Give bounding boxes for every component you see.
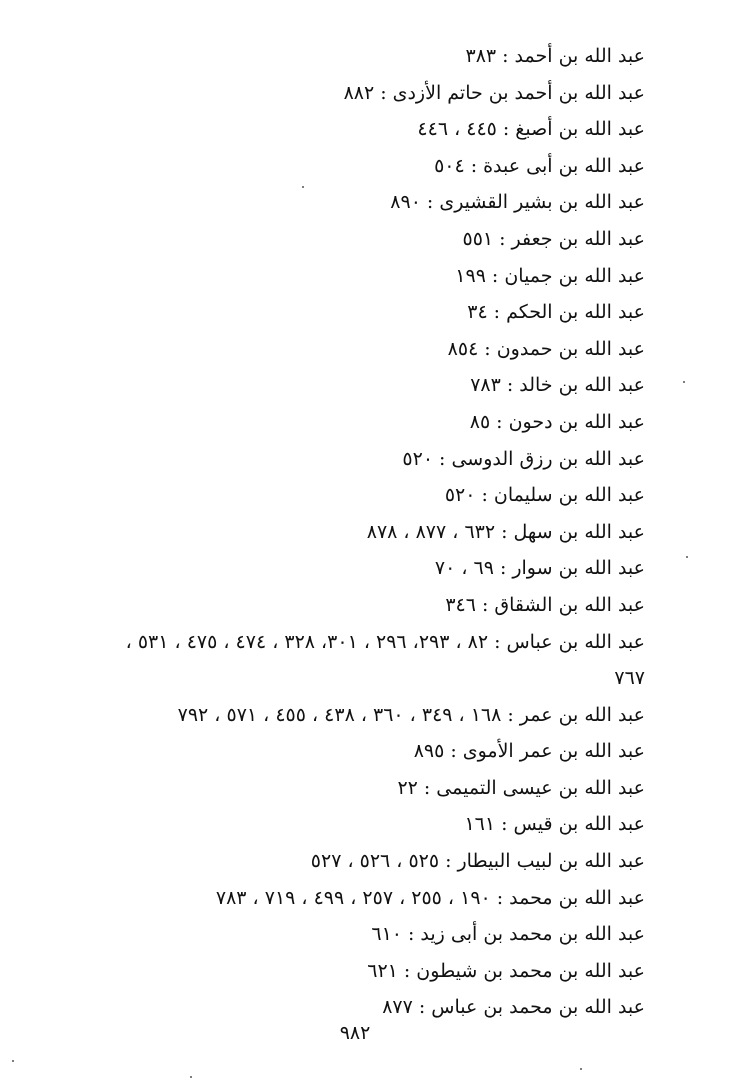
entry-separator: : (481, 593, 489, 616)
index-entry (35, 806, 645, 843)
entry-page-references: ٦٣٢ ، ٨٧٧ ، ٨٧٨ (366, 520, 496, 543)
scan-speck (683, 381, 685, 383)
entry-separator: : (499, 557, 507, 580)
page-number: ٩٨٢ (339, 1022, 371, 1044)
entry-name: عبد الله بن عمر (519, 703, 645, 726)
index-entry (35, 184, 645, 221)
entry-page-references: ٥٠٤ (434, 154, 465, 177)
entry-page-references: ٨٢ ، ٢٩٣، ٢٩٦ ، ٣٠١، ٣٢٨ ، ٤٧٤ ، ٤٧٥ ، ٥٣١ ، (125, 630, 489, 653)
index-entry (35, 550, 645, 587)
entry-page-references: ٨٥٤ (447, 337, 479, 360)
entry-separator: : (496, 886, 504, 909)
entry-page-references: ٥٢٠ (402, 447, 434, 470)
index-entry (35, 38, 645, 75)
entry-separator: : (507, 703, 514, 726)
entry-page-references: ٣٤٦ (445, 593, 476, 616)
index-entry (35, 843, 645, 880)
entry-separator: : (380, 81, 387, 104)
index-entry (35, 294, 645, 331)
entry-name: عبد الله بن حمدون (496, 337, 645, 360)
entry-page-references: ٣٤ (467, 301, 488, 324)
scan-speck (580, 1068, 582, 1070)
entry-page-references: ٥٢٠ (444, 484, 476, 507)
entry-page-references: ٦١٠ (371, 923, 403, 946)
entry-name: عبد الله بن قيس (513, 813, 645, 836)
scan-speck (302, 186, 304, 188)
index-entry (35, 75, 645, 112)
entry-name: عبد الله بن جميان (504, 264, 645, 287)
index-entry (35, 221, 645, 258)
entry-name: عبد الله بن سليمان (493, 484, 645, 507)
entry-name: عبد الله بن رزق الدوسى (451, 447, 645, 470)
index-entry (35, 111, 645, 148)
entry-separator: : (426, 191, 434, 214)
index-entry (35, 989, 645, 1026)
entry-page-references: ٣٨٣ (465, 45, 497, 67)
entry-name: عبد الله بن بشير القشيرى (439, 191, 645, 214)
index-entry (35, 331, 645, 368)
entry-separator: : (450, 740, 457, 763)
scan-speck (190, 1076, 192, 1078)
entry-page-references: ٦٩ ، ٧٠ (434, 557, 494, 580)
entry-separator: : (501, 813, 508, 836)
entry-separator: : (439, 447, 446, 470)
index-entry (35, 477, 645, 514)
entry-separator: : (445, 850, 452, 873)
entry-name: عبد الله بن الشقاق (494, 593, 645, 616)
entry-separator: : (408, 923, 415, 946)
entry-page-references: ١٩٠ ، ٢٥٥ ، ٢٥٧ ، ٤٩٩ ، ٧١٩ ، ٧٨٣ (215, 886, 491, 909)
entry-name: عبد الله بن عمر الأموى (462, 740, 645, 763)
entry-separator: : (496, 410, 503, 433)
entry-page-references: ١٦٨ ، ٣٤٩ ، ٣٦٠ ، ٤٣٨ ، ٤٥٥ ، ٥٧١ ، ٧٩٢ (177, 703, 502, 726)
entry-name: عبد الله بن سوار (512, 557, 645, 580)
entry-separator: : (502, 45, 509, 67)
entry-name: عبد الله بن سهل (513, 520, 645, 543)
index-entry (35, 441, 645, 478)
entry-page-references: ٨٧٧ (382, 996, 413, 1019)
index-entry (35, 733, 645, 770)
entry-page-references: ٥٥١ (462, 227, 494, 250)
entry-name: عبد الله بن الحكم (506, 301, 645, 324)
entry-name: عبد الله بن أصبغ (515, 118, 645, 141)
index-entry (35, 770, 645, 807)
entry-separator: : (484, 337, 491, 360)
entry-separator: : (502, 118, 510, 141)
entry-page-references: ٧٨٣ (470, 374, 501, 397)
entry-separator: : (470, 154, 478, 177)
entry-separator: : (491, 264, 499, 287)
index-entry (35, 953, 645, 990)
entry-separator: : (499, 227, 506, 250)
entry-separator: : (506, 374, 514, 397)
entry-name: عبد الله بن دحون (508, 410, 645, 433)
name-index-list (35, 38, 645, 1026)
scan-speck (12, 1060, 14, 1062)
entry-separator: : (501, 520, 508, 543)
entry-name: عبد الله بن أحمد بن حاتم الأزدى (392, 81, 645, 104)
entry-separator: : (481, 484, 488, 507)
entry-separator: : (423, 776, 431, 799)
index-entry (35, 624, 645, 661)
index-entry (35, 258, 645, 295)
index-entry (35, 367, 645, 404)
entry-page-references: ٤٤٥ ، ٤٤٦ (417, 118, 497, 141)
entry-separator: : (493, 301, 501, 324)
entry-page-references: ٧٦٧ (614, 667, 645, 690)
index-entry (35, 697, 645, 734)
entry-page-references: ٢٢ (397, 776, 418, 799)
entry-separator: : (403, 959, 411, 982)
index-entry (35, 404, 645, 441)
entry-name: عبد الله بن جعفر (511, 227, 645, 250)
entry-separator: : (418, 996, 426, 1019)
index-entry (35, 514, 645, 551)
entry-page-references: ٥٢٥ ، ٥٢٦ ، ٥٢٧ (310, 850, 440, 873)
entry-name: عبد الله بن عباس (506, 630, 645, 653)
entry-name: عبد الله بن أحمد (514, 45, 645, 67)
entry-page-references: ١٦١ (464, 813, 496, 836)
index-entry (35, 660, 645, 697)
index-entry (35, 916, 645, 953)
entry-page-references: ٦٢١ (367, 959, 398, 982)
entry-name: عبد الله بن خالد (519, 374, 645, 397)
entry-separator: : (494, 630, 501, 653)
index-entry (35, 587, 645, 624)
scan-speck (686, 556, 688, 558)
entry-page-references: ٨٩٠ (390, 191, 421, 214)
index-entry (35, 148, 645, 185)
entry-name: عبد الله بن محمد (509, 886, 645, 909)
index-entry (35, 880, 645, 917)
entry-page-references: ٨٥ (469, 410, 491, 433)
entry-page-references: ٨٩٥ (413, 740, 445, 763)
entry-name: عبد الله بن لبيب البيطار (457, 850, 645, 873)
entry-name: عبد الله بن عيسى التميمى (436, 776, 645, 799)
entry-page-references: ٨٨٢ (343, 81, 375, 104)
entry-name: عبد الله بن محمد بن شيطون (416, 959, 645, 982)
entry-name: عبد الله بن أبى عبدة (483, 154, 645, 177)
entry-name: عبد الله بن محمد بن عباس (431, 996, 645, 1019)
entry-name: عبد الله بن محمد بن أبى زيد (420, 923, 645, 946)
entry-page-references: ١٩٩ (455, 264, 486, 287)
